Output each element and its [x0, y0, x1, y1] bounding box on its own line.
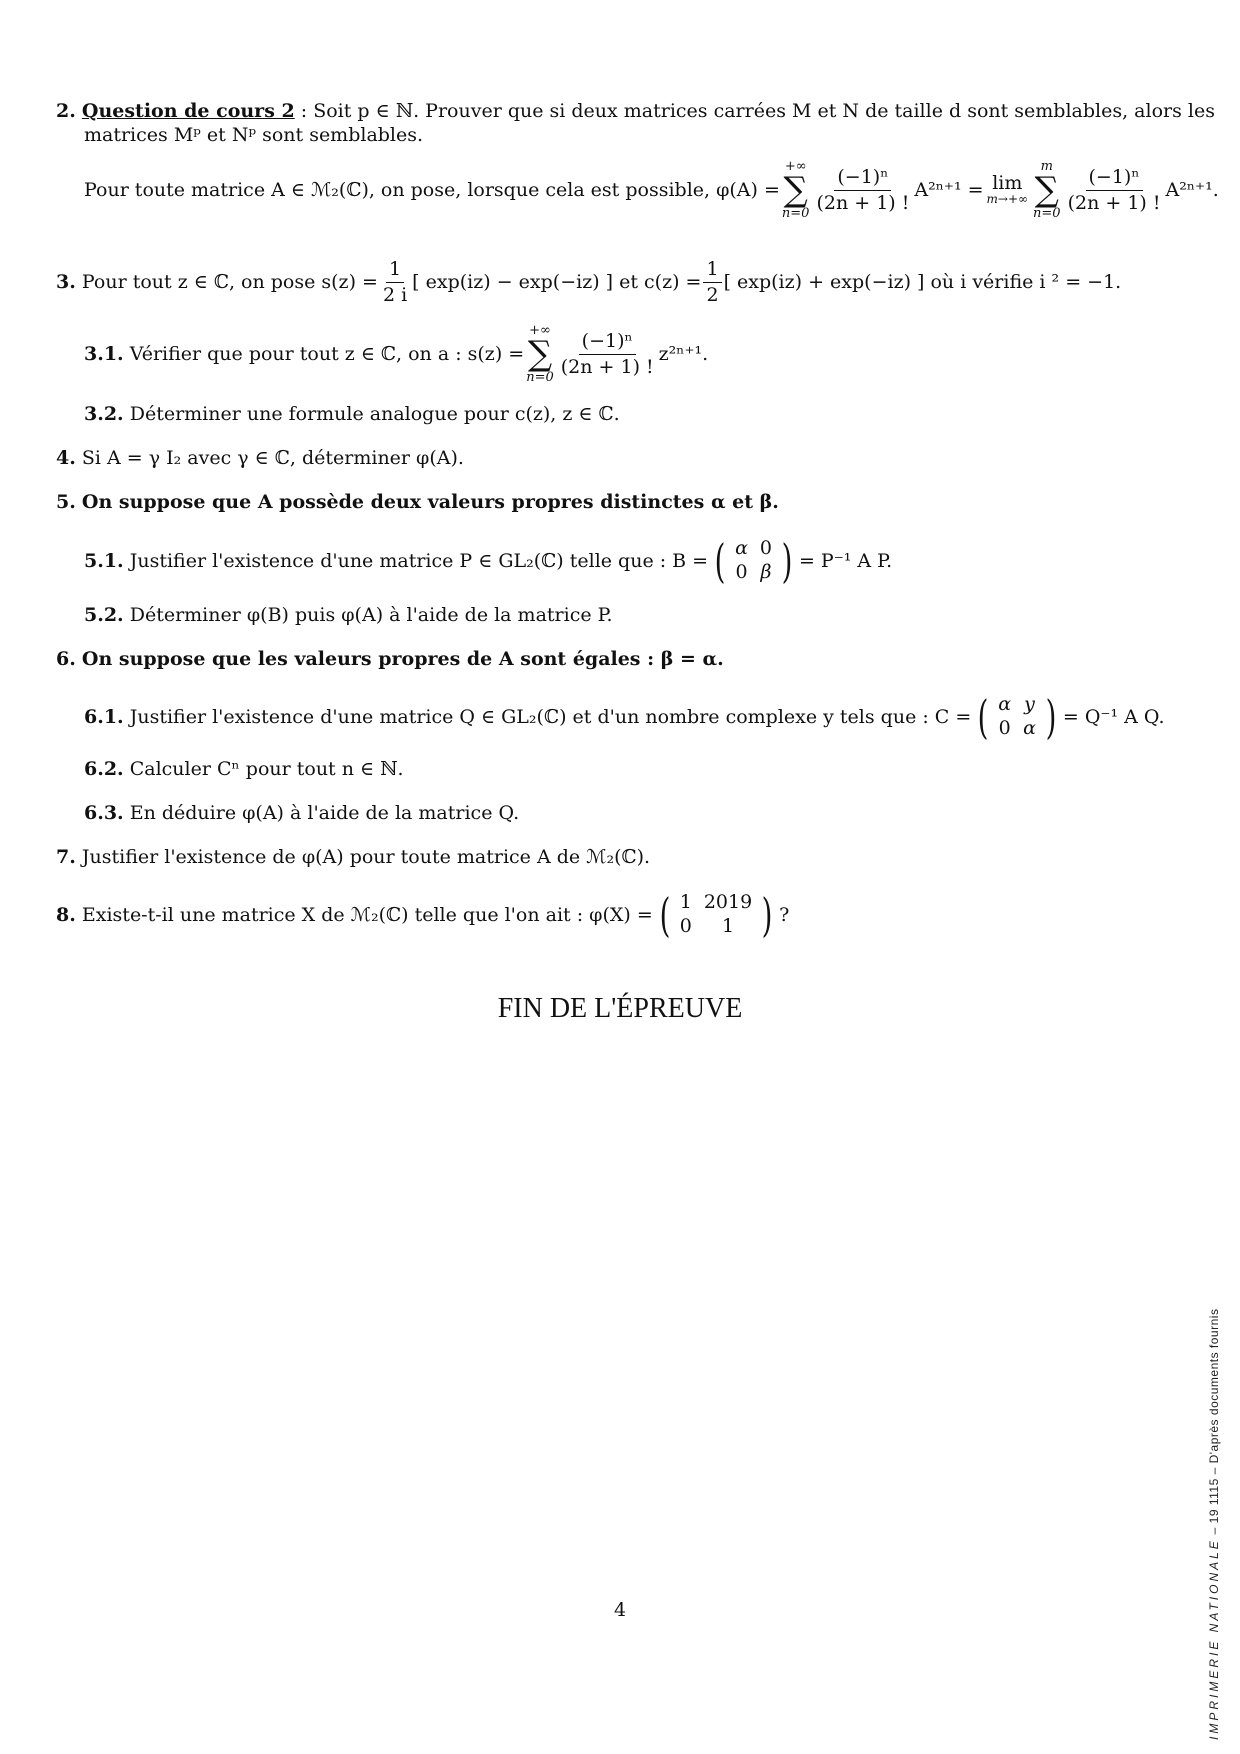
- matrix-entry: 1: [679, 891, 692, 914]
- question-text: On suppose que les valeurs propres de A sont égales : β = α.: [81, 648, 724, 670]
- question-7: [56, 846, 650, 869]
- question-number: 5.1.: [84, 549, 124, 572]
- question-number: 6.: [56, 648, 76, 670]
- matrix-entry: α: [998, 693, 1012, 716]
- matrix-target: ( 1 2019 0 1 ): [659, 888, 773, 942]
- fraction: [558, 331, 657, 378]
- fraction: [703, 259, 721, 306]
- question-4: [56, 447, 464, 470]
- question-number: 4.: [56, 447, 76, 469]
- matrix-entry: α: [735, 537, 748, 560]
- matrix-entry: y: [1024, 693, 1035, 716]
- question-text: Justifier l'existence d'une matrice Q ∈ GL₂(ℂ) et d'un nombre complexe y tels que : C =: [129, 705, 972, 728]
- question-text: Justifier l'existence de φ(A) pour toute matrice A de ℳ₂(ℂ).: [81, 846, 651, 868]
- question-text: : Soit p ∈ ℕ. Prouver que si deux matrices carrées M et N de taille d sont semblables, alors les: [294, 100, 1215, 122]
- question-5: [56, 491, 779, 514]
- sum-symbol: +∞ ∑ n=0: [781, 159, 810, 221]
- power-term: A²ⁿ⁺¹ =: [914, 178, 984, 201]
- page-number: 4: [613, 1599, 627, 1621]
- question-text: Déterminer une formule analogue pour c(z), z ∈ ℂ.: [129, 403, 620, 425]
- matrix-entry: 0: [679, 915, 692, 937]
- question-3-1: [84, 314, 708, 394]
- sum-lower-bound: n=0: [1033, 206, 1061, 221]
- question-3: [56, 254, 1121, 310]
- question-text: ?: [779, 903, 790, 926]
- question-number: 2.: [56, 100, 76, 122]
- fraction-denominator: (2n + 1) !: [816, 191, 910, 214]
- matrix-entry: β: [760, 561, 772, 583]
- question-2: [56, 100, 1215, 123]
- power-term: z²ⁿ⁺¹.: [658, 342, 709, 365]
- question-number: 5.2.: [84, 604, 124, 626]
- matrix-entry: 1: [721, 915, 735, 937]
- question-text: matrices Mᵖ et Nᵖ sont semblables.: [84, 124, 424, 146]
- question-text: = P⁻¹ A P.: [798, 549, 893, 572]
- question-text: Justifier l'existence d'une matrice P ∈ GL₂(ℂ) telle que : B =: [129, 549, 709, 572]
- definition-intro: Pour toute matrice A ∈ ℳ₂(ℂ), on pose, lorsque cela est possible, φ(A) =: [84, 178, 780, 201]
- question-number: 3.: [56, 270, 76, 293]
- question-text: On suppose que A possède deux valeurs propres distinctes α et β.: [81, 491, 779, 513]
- fraction: [380, 259, 410, 306]
- matrix-entry: α: [1023, 717, 1036, 739]
- sum-upper-bound: +∞: [784, 159, 807, 174]
- question-text: En déduire φ(A) à l'aide de la matrice Q.: [129, 802, 520, 824]
- question-number: 3.2.: [84, 403, 124, 425]
- matrix-entry: 0: [759, 537, 772, 560]
- matrix-entry: 0: [998, 717, 1011, 739]
- phi-definition: [84, 148, 1219, 232]
- question-text: Vérifier que pour tout z ∈ ℂ, on a : s(z) =: [129, 342, 525, 365]
- question-title: Question de cours 2: [81, 100, 295, 122]
- matrix-c: ( α y 0 α ): [977, 690, 1057, 744]
- question-6-3: [84, 802, 519, 825]
- question-6: [56, 648, 724, 671]
- question-6-1: [84, 686, 1165, 748]
- question-number: 7.: [56, 846, 76, 868]
- printer-reference: – 19 1115 – D'après documents fournis: [1207, 1308, 1221, 1535]
- question-number: 6.3.: [84, 802, 124, 824]
- question-number: 6.2.: [84, 758, 124, 780]
- matrix-b: ( α 0 0 β ): [714, 534, 793, 588]
- matrix-entry: 0: [735, 561, 748, 583]
- question-8: [56, 884, 789, 946]
- sum-upper-bound: +∞: [529, 323, 551, 338]
- question-text: Pour tout z ∈ ℂ, on pose s(z) =: [81, 270, 378, 293]
- fraction-denominator: (2n + 1) !: [1067, 191, 1161, 214]
- question-text: Si A = γ I₂ avec γ ∈ ℂ, déterminer φ(A).: [81, 447, 464, 469]
- question-number: 6.1.: [84, 705, 124, 728]
- question-2-continued: [84, 124, 423, 147]
- fraction-numerator: (−1)ⁿ: [834, 167, 891, 191]
- sum-symbol: +∞ ∑ n=0: [526, 323, 554, 385]
- sum-lower-bound: n=0: [781, 206, 810, 221]
- question-number: 8.: [56, 903, 76, 926]
- limit: [986, 171, 1029, 206]
- question-text: [ exp(iz) + exp(−iz) ] où i vérifie i ² = −1.: [723, 270, 1122, 293]
- question-5-1: [84, 530, 892, 592]
- limit-subscript: m→+∞: [986, 191, 1029, 206]
- question-number: 5.: [56, 491, 76, 513]
- question-text: Existe-t-il une matrice X de ℳ₂(ℂ) telle que l'on ait : φ(X) =: [81, 903, 653, 926]
- fraction-numerator: (−1)ⁿ: [1086, 167, 1143, 191]
- fraction-numerator: 1: [703, 259, 721, 283]
- question-text: Calculer Cⁿ pour tout n ∈ ℕ.: [129, 758, 404, 780]
- question-text: [ exp(iz) − exp(−iz) ] et c(z) =: [412, 270, 702, 293]
- fraction-numerator: 1: [386, 259, 404, 283]
- sum-symbol: m ∑ n=0: [1033, 159, 1061, 221]
- sum-lower-bound: n=0: [526, 370, 554, 385]
- matrix-entry: 2019: [703, 891, 753, 914]
- fraction-numerator: (−1)ⁿ: [579, 331, 636, 355]
- sum-upper-bound: m: [1040, 159, 1053, 174]
- printer-note: [1207, 1309, 1221, 1740]
- question-3-2: [84, 403, 620, 426]
- question-text: = Q⁻¹ A Q.: [1062, 705, 1165, 728]
- printer-name: IMPRIMERIE NATIONALE: [1207, 1538, 1221, 1740]
- fraction-denominator: (2n + 1) !: [560, 355, 654, 378]
- fraction-denominator: 2 i: [382, 283, 408, 306]
- limit-label: lim: [992, 171, 1023, 194]
- question-5-2: [84, 604, 613, 627]
- question-text: Déterminer φ(B) puis φ(A) à l'aide de la matrice P.: [129, 604, 613, 626]
- fraction-denominator: 2: [706, 283, 719, 306]
- power-term: A²ⁿ⁺¹.: [1165, 178, 1219, 201]
- end-title: FIN DE L'ÉPREUVE: [497, 993, 743, 1024]
- fraction: [1065, 167, 1164, 214]
- fraction: [813, 167, 912, 214]
- question-number: 3.1.: [84, 342, 124, 365]
- question-6-2: [84, 758, 404, 781]
